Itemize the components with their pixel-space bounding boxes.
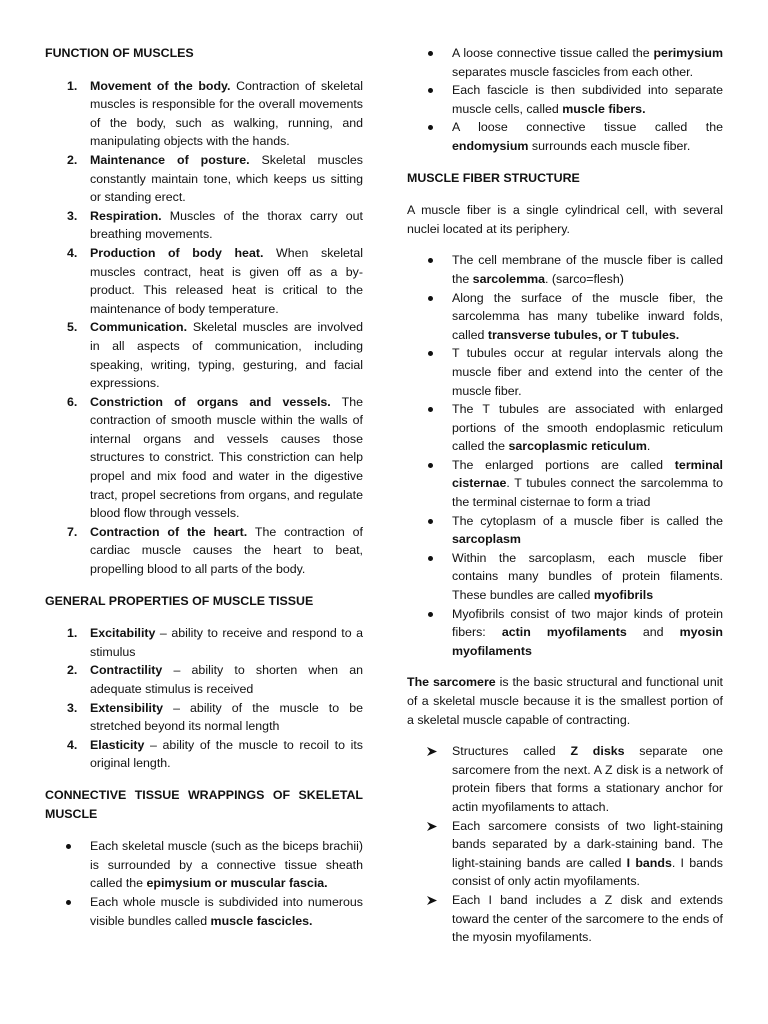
item-number: 7.	[67, 524, 78, 539]
item-bold: transverse tubules, or T tubules.	[487, 327, 680, 342]
item-title: Extensibility	[90, 700, 163, 715]
item-title: Respiration.	[90, 208, 162, 223]
item-bold: perimysium	[653, 46, 723, 60]
item-bold: sarcoplasmic reticulum	[508, 439, 647, 454]
arrow-bullet-icon	[427, 822, 437, 831]
item-bold: sarcolemma	[472, 271, 545, 286]
item-bold: Z disks	[570, 744, 625, 759]
wrappings-heading: CONNECTIVE TISSUE WRAPPINGS OF SKELETAL MUSCLE	[45, 787, 363, 821]
bullet-dot-icon	[428, 351, 433, 356]
item-text: . I bands consist of only actin myofilaments.	[452, 855, 724, 889]
item-title: Production of body heat.	[90, 245, 264, 260]
item-text: The contraction of cardiac muscle causes the heart to beat, propelling blood to all parts of the body.	[90, 524, 363, 577]
sarcomere-list	[407, 742, 723, 947]
list-item	[45, 77, 363, 151]
item-bold: muscle fascicles.	[210, 913, 313, 928]
right-column	[407, 44, 723, 947]
item-text: Each fascicle is then subdivided into separate muscle cells, called	[452, 83, 723, 116]
item-number: 4.	[67, 737, 78, 752]
item-text: The cell membrane of the muscle fiber is called the	[452, 253, 723, 286]
item-text: The T tubules are associated with enlarged portions of the smooth endoplasmic reticulum called the	[452, 402, 723, 454]
list-item	[45, 318, 363, 392]
wrappings-list	[45, 837, 363, 930]
list-item	[407, 251, 723, 288]
properties-list	[45, 624, 363, 773]
item-number: 3.	[67, 700, 78, 715]
item-text: The contraction of smooth muscle within the walls of internal organs and vessels causes those structures to constrict. This constriction can help propel and mix food and water in the digestive tract, propel secretions from organs, and regulate blood flow through vessels.	[90, 394, 364, 521]
item-number: 2.	[67, 663, 78, 678]
item-title: Contraction of the heart.	[90, 524, 248, 539]
item-text: Each sarcomere consists of two light-staining bands separated by a dark-staining band. The light-staining bands are called	[452, 818, 723, 870]
item-text: separates muscle fascicles from each other.	[452, 64, 694, 79]
item-text: and	[626, 625, 680, 640]
fiber-list	[407, 251, 723, 660]
list-item	[407, 817, 723, 891]
item-text: surrounds each muscle fiber.	[528, 138, 691, 153]
item-text: Along the surface of the muscle fiber, the sarcolemma has many tubelike inward folds, called	[452, 290, 723, 342]
list-item	[45, 523, 363, 579]
list-item	[45, 393, 363, 523]
item-text: Structures called	[452, 744, 571, 759]
item-text: Skeletal muscles constantly maintain tone, which keeps us sitting or standing erect.	[90, 152, 363, 205]
item-text: Myofibrils consist of two major kinds of protein fibers:	[452, 606, 723, 640]
fiber-heading: MUSCLE FIBER STRUCTURE	[407, 170, 580, 185]
item-text: Muscles of the thorax carry out breathing movements.	[90, 208, 363, 242]
item-text: .	[646, 439, 651, 454]
bullet-dot-icon	[428, 463, 433, 468]
item-title: Communication.	[90, 320, 188, 335]
item-text: – ability to receive and respond to a stimulus	[90, 626, 363, 659]
list-item	[407, 118, 723, 155]
left-column	[45, 44, 363, 930]
sarcomere-intro	[407, 673, 723, 729]
item-number: 4.	[67, 245, 78, 260]
list-item	[45, 699, 363, 736]
item-bold: I bands	[626, 855, 672, 870]
item-text: Contraction of skeletal muscles is responsible for the overall movements of the body, such as walking, running, and manipulating objects with the hands.	[90, 78, 363, 149]
item-text: The cytoplasm of a muscle fiber is called the	[452, 513, 723, 528]
item-title: Maintenance of posture.	[90, 152, 250, 167]
arrow-bullet-icon	[427, 896, 437, 905]
item-number: 1.	[67, 626, 78, 641]
item-bold: muscle fibers.	[562, 101, 646, 116]
list-item	[45, 893, 363, 930]
list-item	[407, 344, 723, 400]
item-bold: endomysium	[452, 138, 529, 153]
item-number: 2.	[67, 152, 78, 167]
item-bold: epimysium or muscular fascia.	[146, 876, 328, 891]
item-text: Each I band includes a Z disk and extends toward the center of the sarcomere to the ends of the myosin myofilaments.	[452, 892, 723, 945]
bullet-dot-icon	[428, 612, 433, 617]
item-title: Constriction of organs and vessels.	[90, 394, 331, 409]
list-item	[407, 400, 723, 456]
item-text: When skeletal muscles contract, heat is given off as a by-product. This released heat is critical to the maintenance of body temperature.	[90, 245, 364, 316]
list-item	[407, 81, 723, 118]
list-item	[407, 289, 723, 345]
sarcomere-intro-text: is the basic structural and functional unit of a skeletal muscle because it is the smallest portion of a skeletal muscle capable of contracting.	[407, 675, 723, 727]
item-number: 5.	[67, 320, 78, 335]
item-number: 3.	[67, 208, 78, 223]
item-text: A loose connective tissue called the	[452, 46, 654, 60]
item-text: Each whole muscle is subdivided into numerous visible bundles called	[90, 894, 363, 928]
item-text: Within the sarcoplasm, each muscle fiber contains many bundles of protein filaments. These bundles are called	[452, 550, 723, 603]
bullet-dot-icon	[428, 51, 433, 56]
functions-heading: FUNCTION OF MUSCLES	[45, 46, 194, 60]
wrappings-cont-list	[407, 44, 723, 156]
item-bold: terminal cisternae	[452, 457, 723, 491]
bullet-dot-icon	[66, 844, 71, 849]
list-item	[407, 549, 723, 605]
bullet-dot-icon	[428, 125, 433, 130]
bullet-dot-icon	[428, 258, 433, 263]
bullet-dot-icon	[428, 296, 433, 301]
item-bold: actin myofilaments	[501, 625, 627, 640]
list-item	[407, 605, 723, 661]
item-text: The enlarged portions are called	[452, 457, 675, 472]
item-text: A loose connective tissue called the	[452, 120, 723, 135]
item-text: Skeletal muscles are involved in all aspects of communication, including speaking, writing, typing, gesturing, and facial expressions.	[90, 320, 363, 391]
list-item	[407, 742, 723, 816]
list-item	[407, 512, 723, 549]
list-item	[45, 624, 363, 661]
list-item	[407, 891, 723, 947]
list-item	[45, 837, 363, 893]
item-text: Each skeletal muscle (such as the biceps brachii) is surrounded by a connective tissue sheath called the	[90, 839, 363, 891]
bullet-dot-icon	[428, 88, 433, 93]
item-title: Movement of the body.	[90, 78, 231, 93]
bullet-dot-icon	[428, 407, 433, 412]
sarcomere-intro-bold: The sarcomere	[407, 675, 496, 690]
item-number: 6.	[67, 394, 78, 409]
item-text: – ability of the muscle to be stretched beyond its normal length	[90, 700, 363, 734]
list-item	[45, 661, 363, 698]
item-bold: sarcoplasm	[452, 532, 521, 547]
fiber-intro: A muscle fiber is a single cylindrical cell, with several nuclei located at its periphery.	[407, 203, 723, 236]
item-title: Elasticity	[90, 737, 145, 752]
functions-list	[45, 77, 363, 579]
item-bold: myofibrils	[593, 588, 654, 603]
arrow-bullet-icon	[427, 747, 437, 756]
list-item	[45, 207, 363, 244]
item-text: T tubules occur at regular intervals along the muscle fiber and extend into the center of the muscle fiber.	[452, 346, 723, 398]
bullet-dot-icon	[428, 519, 433, 524]
list-item	[45, 736, 363, 773]
bullet-dot-icon	[66, 900, 71, 905]
list-item	[407, 456, 723, 512]
item-bold: myosin myofilaments	[452, 625, 723, 658]
item-text: – ability of the muscle to recoil to its original length.	[90, 737, 363, 771]
item-text: . (sarco=flesh)	[545, 271, 624, 286]
item-text: – ability to shorten when an adequate stimulus is received	[90, 663, 363, 696]
bullet-dot-icon	[428, 556, 433, 561]
list-item	[407, 44, 723, 81]
item-text: separate one sarcomere from the next. A Z disk is a network of protein fibers that forms a stationary anchor for actin myofilaments to attach.	[452, 744, 723, 814]
item-text: . T tubules connect the sarcolemma to the terminal cisternae to form a triad	[452, 476, 723, 510]
item-number: 1.	[67, 78, 78, 93]
item-title: Contractility	[90, 663, 163, 678]
properties-heading: GENERAL PROPERTIES OF MUSCLE TISSUE	[45, 593, 314, 608]
list-item	[45, 244, 363, 318]
list-item	[45, 151, 363, 207]
item-title: Excitability	[90, 626, 156, 641]
